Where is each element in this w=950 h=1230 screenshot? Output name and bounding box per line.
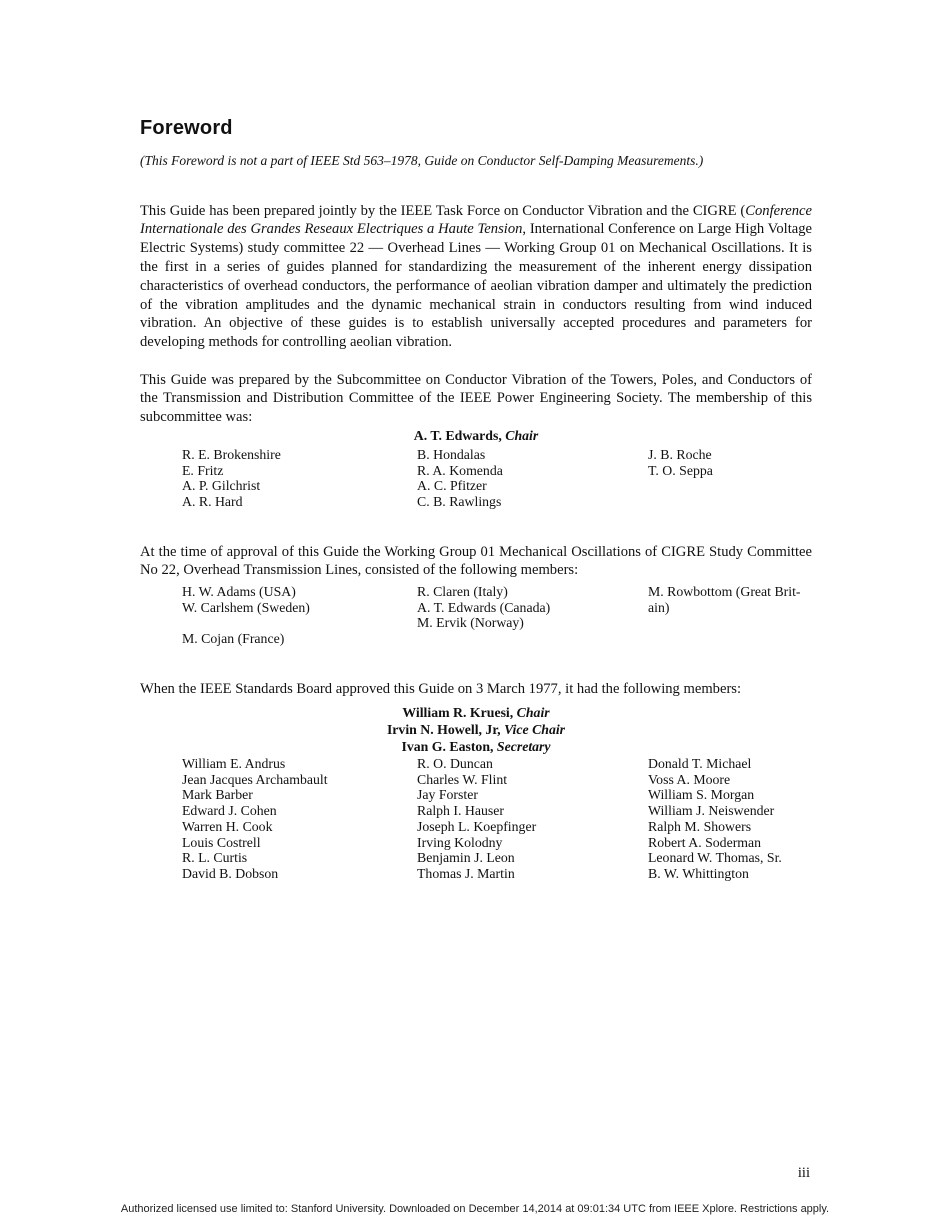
officer-name: Irvin N. Howell, Jr, [386,722,505,737]
member-column [648,584,814,647]
member-name: R. Claren (Italy) [417,584,508,599]
officer-role: Secretary [496,739,551,754]
officer-role: Vice Chair [504,722,566,737]
officer-name: William R. Kruesi, [402,705,517,720]
text-run: This Guide has been prepared jointly by the IEEE Task Force on Conductor Vibration and the CIGRE ( [140,202,746,219]
member-name: M. Cojan (France) [182,631,285,647]
member-name: William S. Morgan [648,787,755,803]
member-name: Mark Barber [182,787,253,803]
member-name: J. B. Roche [648,447,712,462]
member-name: Ralph M. Showers [648,818,752,834]
paragraph-subcommittee: This Guide was prepared by the Subcommittee on Conductor Vibration of the Towers, Poles, and Conductors of the Transmission and Distribution Committee of the IEEE Power Engineering Society. The membership of this subcommittee was: [140,371,812,426]
member-name: R. A. Komenda [417,462,503,478]
member-name: Joseph L. Koepfinger [417,818,537,834]
member-name: Thomas J. Martin [417,865,515,881]
member-name: T. O. Seppa [648,462,713,478]
paragraph-standards-board: When the IEEE Standards Board approved this Guide on 3 March 1977, it had the following members: [140,680,742,697]
member-name [182,615,417,631]
text-run: , International Conference on Large High Voltage Electric Systems) study committee 22 — Overhead Lines — Working Group 01 on Mechanical Oscillations. It is the first in a series of guides planned for standardizing the measurement of the inherent energy dissipation characteristics of overhead conductors, the performance of aeolian vibration damper and ultimately the prediction of the vibration amplitudes and the dynamic mechanical strain in conductors resulting from wind induced vibration. An objective of these guides is to establish universally accepted procedures and parameters for developing methods for controlling aeolian vibration. [140,221,812,351]
member-name: A. P. Gilchrist [182,478,261,494]
standards-board-officers [140,704,812,755]
foreword-disclaimer: (This Foreword is not a part of IEEE Std 563–1978, Guide on Conductor Self-Damping Measurements.) [140,153,704,168]
member-column [417,756,648,882]
officer-line [140,704,812,721]
officer-name: Ivan G. Easton, [401,739,497,754]
member-name: A. R. Hard [182,494,243,510]
member-column [182,447,417,510]
member-name: ain) [648,599,670,615]
page-number: iii [797,1165,810,1181]
paragraph-cigre-approval: At the time of approval of this Guide the Working Group 01 Mechanical Oscillations of CIGRE Study Committee No 22, Overhead Transmission Lines, consisted of the following members: [140,543,812,579]
page-title: Foreword [140,117,233,140]
member-column [182,584,417,647]
member-column [417,447,648,510]
member-name: Warren H. Cook [182,818,273,834]
member-name: Jean Jacques Archambault [182,771,328,787]
italic-text-run: Conference Internationale des Grandes Reseaux Electriques a Haute Tension [140,202,812,238]
member-name: David B. Dobson [182,865,279,881]
subcommittee-member-list [182,447,814,510]
member-name: B. W. Whittington [648,865,749,881]
member-name: Benjamin J. Leon [417,850,515,866]
member-name: M. Ervik (Norway) [417,615,524,631]
cigre-member-list [182,584,814,647]
member-name: Leonard W. Thomas, Sr. [648,850,782,866]
member-name: B. Hondalas [417,447,486,462]
member-name: A. T. Edwards (Canada) [417,599,551,615]
officer-line [140,738,812,755]
member-name: Donald T. Michael [648,756,752,771]
member-name: William E. Andrus [182,756,286,771]
member-name: M. Rowbottom (Great Brit- [648,584,801,599]
member-name: Edward J. Cohen [182,803,277,819]
officer-role: Chair [505,428,539,443]
officer-line [140,721,812,738]
standards-board-member-list [182,756,814,882]
member-name: E. Fritz [182,462,224,478]
member-name: R. O. Duncan [417,756,493,771]
member-name: R. L. Curtis [182,850,248,866]
member-column [648,756,814,882]
member-column [182,756,417,882]
member-name: A. C. Pfitzer [417,478,487,494]
officer-role: Chair [516,705,550,720]
officer-name: A. T. Edwards, [413,428,506,443]
member-name: Ralph I. Hauser [417,803,504,819]
member-name: R. E. Brokenshire [182,447,281,462]
member-name: Robert A. Soderman [648,834,762,850]
member-name: H. W. Adams (USA) [182,584,296,599]
member-name: C. B. Rawlings [417,494,502,510]
member-name: W. Carlshem (Sweden) [182,599,310,615]
member-name: Charles W. Flint [417,771,508,787]
subcommittee-chair-line [140,428,812,444]
member-name: Jay Forster [417,787,478,803]
member-name: Irving Kolodny [417,834,503,850]
license-footer: Authorized licensed use limited to: Stanford University. Downloaded on December 14,2014 at 09:01:34 UTC from IEEE Xplore. Restrictions apply. [120,1203,830,1215]
member-name: Voss A. Moore [648,771,731,787]
officer-line [140,428,812,444]
paragraph-guide-preparation [140,202,812,352]
member-column [417,584,648,647]
member-name: William J. Neiswender [648,803,775,819]
member-column [648,447,814,510]
member-name: Louis Costrell [182,834,261,850]
